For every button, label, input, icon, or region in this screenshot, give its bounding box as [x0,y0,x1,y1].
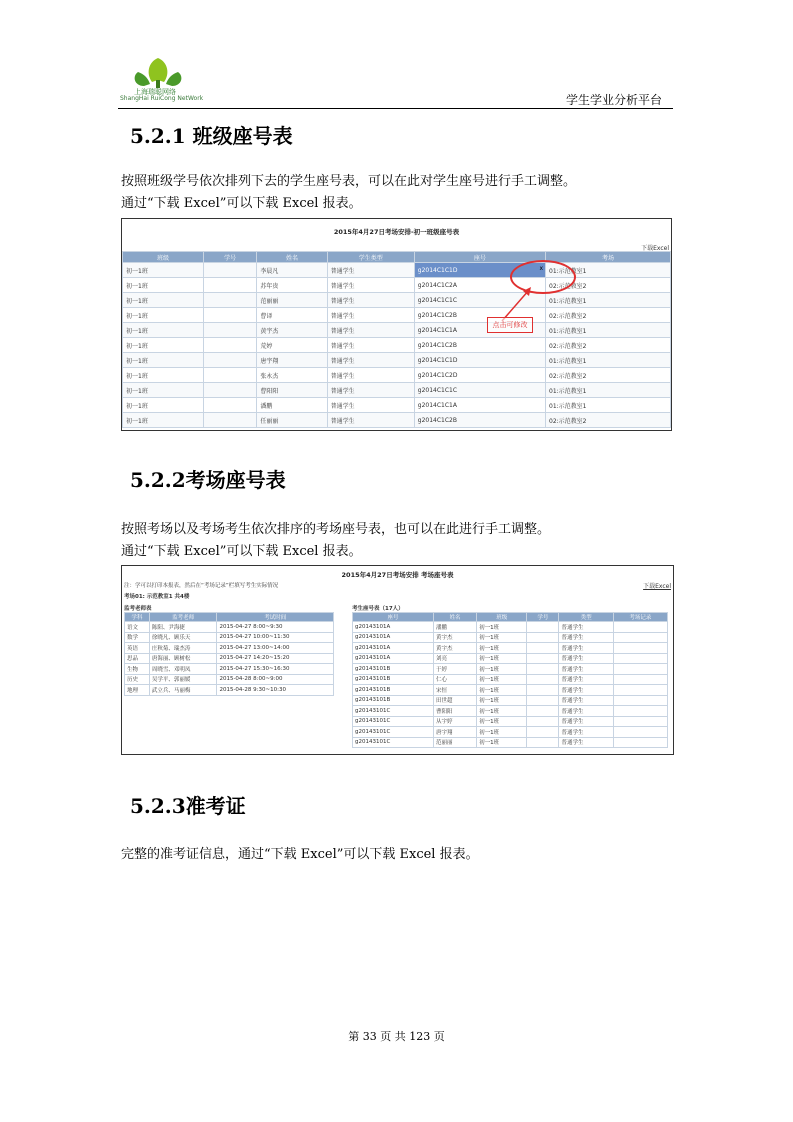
table-cell: 张永杰 [257,368,327,383]
table-cell: 02:示范教室2 [546,413,671,428]
table-cell: 刘亮 [433,653,476,664]
column-header: 姓名 [257,252,327,263]
table-cell: 曹译 [257,308,327,323]
table-cell: g20143101C [353,737,434,748]
table-cell: 吴学平、郭丽媛 [149,674,217,685]
student-row [353,685,668,696]
table-cell [613,622,667,633]
table-cell: 普通学生 [327,413,414,428]
table-cell: 普通学生 [559,632,613,643]
table-cell: 武立兵、马丽梅 [149,685,217,696]
student-row [353,727,668,738]
column-header: 班级 [477,613,527,622]
table-cell [527,716,559,727]
seat-number-cell[interactable]: g2014C1C2B [414,308,545,323]
table-row [123,263,671,278]
table-cell: g20143101A [353,653,434,664]
table-cell: 唐宇翔 [257,353,327,368]
table-cell [203,398,256,413]
download-excel-link-2[interactable]: 下载Excel [643,583,671,590]
table-cell [613,685,667,696]
table-row [123,413,671,428]
table-cell: 仁心 [433,674,476,685]
table-cell: 初一1班 [123,323,204,338]
table-cell: 宋恒 [433,685,476,696]
table-cell: 01:示范教室1 [546,353,671,368]
seat-number-cell[interactable]: g2014C1C2D [414,368,545,383]
seat-number-cell[interactable]: g2014C1C1C [414,383,545,398]
section2-paragraph-2: 通过“下载 Excel”可以下载 Excel 报表。 [121,544,362,559]
column-header: 班级 [123,252,204,263]
class-seat-screenshot [121,218,672,431]
student-row [353,622,668,633]
table-cell: 李晨凡 [257,263,327,278]
table-cell: 01:示范教室1 [546,383,671,398]
table-cell: 01:示范教室1 [546,323,671,338]
table-row [123,338,671,353]
table-cell: g20143101A [353,632,434,643]
table-cell: 潘鹏 [433,622,476,633]
table-row [123,278,671,293]
student-row [353,695,668,706]
table-row [123,398,671,413]
column-header: 学科 [125,613,150,622]
table-cell [613,737,667,748]
table-cell: 黄宇杰 [433,632,476,643]
room-info: 考场01: 示范教室1 共4楼 [124,594,190,600]
table-cell: 普通学生 [559,695,613,706]
table-cell: 初一1班 [477,737,527,748]
student-row [353,674,668,685]
table-cell [613,695,667,706]
column-header: 座号 [414,252,545,263]
student-row [353,716,668,727]
table-cell [203,323,256,338]
student-seat-heading: 考生座号表（17人） [352,606,404,612]
table-cell [203,293,256,308]
table-cell: 普通学生 [559,727,613,738]
class-seat-table [122,251,671,428]
table-cell [203,413,256,428]
table-cell: 初一1班 [477,643,527,654]
section2-paragraph-1: 按照考场以及考场考生依次排序的考场座号表，也可以在此进行手工调整。 [121,522,551,537]
table-cell: 2015-04-27 15:30~16:30 [217,664,334,675]
table-cell [527,664,559,675]
table-cell: 周晓雪、邓明凤 [149,664,217,675]
platform-title: 学生学业分析平台 [565,93,662,107]
table-cell [527,737,559,748]
table-cell: 唐宇翔 [433,727,476,738]
table-cell: 黄宇杰 [433,643,476,654]
table-cell: 2015-04-28 9:30~10:30 [217,685,334,696]
proctor-heading: 监考老师表 [124,606,152,612]
close-icon[interactable]: x [539,265,543,272]
table-cell: 02:示范教室2 [546,278,671,293]
table-cell: 02:示范教室2 [546,368,671,383]
table-cell: 普通学生 [327,323,414,338]
table-cell [527,674,559,685]
section1-paragraph-2: 通过“下载 Excel”可以下载 Excel 报表。 [121,196,362,211]
table-cell: 徐晓凡、顾乐天 [149,632,217,643]
table-cell: 初一1班 [123,413,204,428]
column-header: 考试时间 [217,613,334,622]
table-cell [613,674,667,685]
table-cell: 2015-04-27 8:00~9:30 [217,622,334,633]
table-cell: 黄宇杰 [257,323,327,338]
proctor-row [125,653,334,664]
table-cell [527,685,559,696]
table-row [123,383,671,398]
table-cell: 初一1班 [123,383,204,398]
table-cell: 02:示范教室2 [546,308,671,323]
table-cell: 普通学生 [559,716,613,727]
table-cell: g20143101C [353,716,434,727]
table-cell [613,664,667,675]
column-header: 学号 [203,252,256,263]
section-heading-room-seat: 5.2.2考场座号表 [130,468,286,492]
section-heading-class-seat: 5.2.1 班级座号表 [130,124,293,148]
table-cell: 初一1班 [477,622,527,633]
proctor-row [125,664,334,675]
table-cell [203,353,256,368]
table-cell: 2015-04-27 13:00~14:00 [217,643,334,654]
table-cell [203,383,256,398]
table-cell: 田世超 [433,695,476,706]
table-cell: 普通学生 [327,293,414,308]
table-cell: 2015-04-27 10:00~11:30 [217,632,334,643]
table-row [123,308,671,323]
table-cell: 初一1班 [477,632,527,643]
table-cell: 初一1班 [477,716,527,727]
table-cell: g20143101C [353,706,434,717]
student-row [353,664,668,675]
student-row [353,643,668,654]
table-cell: 01:示范教室1 [546,293,671,308]
header-divider [118,108,673,109]
table-cell: 初一1班 [123,293,204,308]
page-footer: 第 33 页 共 123 页 [348,1030,445,1043]
column-header: 考场记录 [613,613,667,622]
table-cell [203,308,256,323]
table-cell [203,263,256,278]
table-cell [203,338,256,353]
table-cell: 初一1班 [123,263,204,278]
table-cell: 初一1班 [477,685,527,696]
table-cell [527,632,559,643]
table-cell [613,727,667,738]
table-row [123,353,671,368]
table-cell: 曹阳阳 [433,706,476,717]
table-cell: g20143101B [353,674,434,685]
seat-number-cell[interactable]: g2014C1C1D [414,353,545,368]
column-header: 监考老师 [149,613,217,622]
seat-number-cell[interactable]: g2014C1C2B [414,413,545,428]
table-cell: 历史 [125,674,150,685]
table-cell: 陈阳、尹海捷 [149,622,217,633]
table-cell: 普通学生 [559,685,613,696]
table-cell: 语文 [125,622,150,633]
seat-number-cell[interactable]: g2014C1C1A [414,398,545,413]
table-cell: g20143101B [353,664,434,675]
table-cell [613,632,667,643]
table-cell: 初一1班 [123,308,204,323]
table-cell: 初一1班 [123,278,204,293]
table-cell: 初一1班 [477,706,527,717]
table-cell: 初一1班 [123,398,204,413]
seat-number-cell[interactable]: g2014C1C1D x [414,263,545,278]
student-row [353,737,668,748]
table-cell: 范丽丽 [257,293,327,308]
table-cell: 荒婷 [257,338,327,353]
table-cell [613,716,667,727]
table-cell: 2015-04-28 8:00~9:00 [217,674,334,685]
table-cell: 思品 [125,653,150,664]
table-cell [527,643,559,654]
room-seat-title: 2015年4月27日考场安排 考场座号表 [341,571,454,579]
column-header: 座号 [353,613,434,622]
column-header: 类型 [559,613,613,622]
table-cell: 普通学生 [559,674,613,685]
student-row [353,632,668,643]
table-cell: 普通学生 [559,653,613,664]
table-cell: 普通学生 [327,368,414,383]
table-cell: 潘鹏 [257,398,327,413]
table-cell: 普通学生 [559,643,613,654]
table-cell: 普通学生 [559,737,613,748]
print-notice: 注：学可以打印本报表，然后在“考场记录”栏填写考生实际情况 [124,583,279,589]
proctor-row [125,685,334,696]
section3-paragraph-1: 完整的准考证信息，通过“下载 Excel”可以下载 Excel 报表。 [121,847,479,862]
table-cell: 从宇婷 [433,716,476,727]
section-heading-admission-ticket: 5.2.3准考证 [130,794,246,818]
table-cell: g20143101A [353,622,434,633]
table-cell: 于婷 [433,664,476,675]
table-cell: 生物 [125,664,150,675]
table-row [123,368,671,383]
table-cell: 普通学生 [559,622,613,633]
table-cell: g20143101C [353,727,434,738]
seat-number-cell[interactable]: g2014C1C2B [414,338,545,353]
table-cell: 苏年贵 [257,278,327,293]
table-cell: 01:示范教室1 [546,263,671,278]
table-cell: g20143101B [353,695,434,706]
table-cell: 普通学生 [559,706,613,717]
table-cell: 2015-04-27 14:20~15:20 [217,653,334,664]
table-cell [527,695,559,706]
table-cell: 地理 [125,685,150,696]
table-row [123,323,671,338]
room-seat-screenshot [121,565,674,755]
table-cell [203,278,256,293]
table-cell [613,653,667,664]
table-cell: g20143101B [353,685,434,696]
table-cell: 英语 [125,643,150,654]
student-seat-table [352,612,668,748]
table-cell: 普通学生 [327,398,414,413]
table-cell: 范丽丽 [433,737,476,748]
seat-number-cell[interactable]: g2014C1C1A [414,323,545,338]
table-row [123,293,671,308]
table-cell: 普通学生 [559,664,613,675]
table-cell: 数学 [125,632,150,643]
seat-number-cell[interactable]: g2014C1C2A [414,278,545,293]
logo-chinese-name: 上海瑞聪网络 [134,88,176,96]
download-excel-link[interactable]: 下载Excel [641,245,669,252]
table-cell: 普通学生 [327,338,414,353]
proctor-row [125,632,334,643]
seat-number-cell[interactable]: g2014C1C1C [414,293,545,308]
student-row [353,653,668,664]
table-cell [527,727,559,738]
table-cell [527,706,559,717]
student-row [353,706,668,717]
table-cell [203,368,256,383]
click-to-edit-callout: 点击可修改 [487,317,533,333]
table-cell: 普通学生 [327,263,414,278]
table-cell: 唐海丽、顾树松 [149,653,217,664]
table-cell: 初一1班 [123,368,204,383]
column-header: 姓名 [433,613,476,622]
table-cell [527,622,559,633]
table-cell: 任丽丽 [257,413,327,428]
column-header: 学生类型 [327,252,414,263]
table-cell: 普通学生 [327,308,414,323]
proctor-row [125,643,334,654]
table-cell: 02:示范教室2 [546,338,671,353]
table-cell: 01:示范教室1 [546,398,671,413]
table-cell: 初一1班 [477,664,527,675]
section1-paragraph-1: 按照班级学号依次排列下去的学生座号表，可以在此对学生座号进行手工调整。 [121,174,577,189]
table-cell: 初一1班 [123,338,204,353]
column-header: 学号 [527,613,559,622]
table-cell: g20143101A [353,643,434,654]
table-cell: 普通学生 [327,383,414,398]
table-cell: 初一1班 [477,727,527,738]
table-cell [613,643,667,654]
table-cell: 曹阳阳 [257,383,327,398]
proctor-row [125,622,334,633]
column-header: 考场 [546,252,671,263]
proctor-table [124,612,334,696]
table-cell: 初一1班 [477,695,527,706]
logo-english-name: ShangHai RuiCong NetWork [120,95,204,102]
proctor-row [125,674,334,685]
table-cell: 初一1班 [123,353,204,368]
class-seat-title: 2015年4月27日考场安排-初一班级座号表 [333,228,460,236]
table-cell: 普通学生 [327,278,414,293]
table-cell: 普通学生 [327,353,414,368]
table-cell: 初一1班 [477,674,527,685]
table-cell: 庄秋菊、瑞杰涛 [149,643,217,654]
table-cell: 初一1班 [477,653,527,664]
table-cell [527,653,559,664]
table-cell [613,706,667,717]
